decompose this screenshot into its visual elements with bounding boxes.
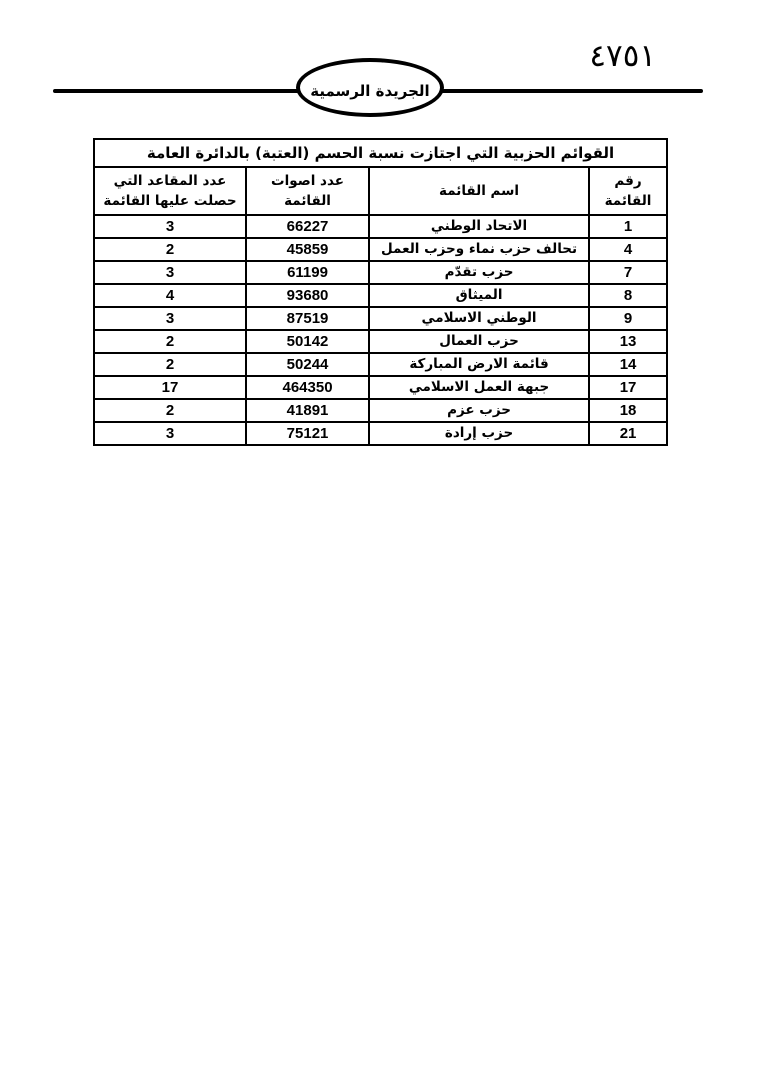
- table-row: [94, 284, 667, 307]
- table-row: [94, 330, 667, 353]
- votes-cell: 66227: [246, 215, 369, 238]
- seats-cell: 3: [94, 261, 246, 284]
- list-number-cell: 1: [589, 215, 667, 238]
- votes-cell: 45859: [246, 238, 369, 261]
- table-row: [94, 307, 667, 330]
- votes-cell: 41891: [246, 399, 369, 422]
- list-name-cell: الاتحاد الوطني: [369, 215, 589, 238]
- list-name-cell: قائمة الارض المباركة: [369, 353, 589, 376]
- column-header-list-number: رقم القائمة: [589, 167, 667, 215]
- table-row: [94, 261, 667, 284]
- votes-cell: 50244: [246, 353, 369, 376]
- list-name-cell: حزب تقدّم: [369, 261, 589, 284]
- table-row: [94, 215, 667, 238]
- list-number-cell: 9: [589, 307, 667, 330]
- column-header-seats: عدد المقاعد التي حصلت عليها القائمة: [94, 167, 246, 215]
- gazette-name: الجريدة الرسمية: [310, 81, 430, 100]
- table-row: [94, 353, 667, 376]
- seats-cell: 2: [94, 353, 246, 376]
- votes-cell: 61199: [246, 261, 369, 284]
- list-name-cell: الميثاق: [369, 284, 589, 307]
- column-header-votes: عدد اصوات القائمة: [246, 167, 369, 215]
- list-number-cell: 21: [589, 422, 667, 445]
- column-header-list-name: اسم القائمة: [369, 167, 589, 215]
- table-row: [94, 376, 667, 399]
- table-title-row: [94, 139, 667, 167]
- list-name-cell: جبهة العمل الاسلامي: [369, 376, 589, 399]
- seats-cell: 3: [94, 307, 246, 330]
- table-row: [94, 238, 667, 261]
- table-header-row: [94, 167, 667, 215]
- list-number-cell: 14: [589, 353, 667, 376]
- list-number-cell: 17: [589, 376, 667, 399]
- votes-cell: 464350: [246, 376, 369, 399]
- page-number: ٤٧٥١: [589, 38, 656, 74]
- seats-cell: 3: [94, 215, 246, 238]
- table-row: [94, 399, 667, 422]
- party-lists-results-table: [93, 138, 668, 446]
- list-name-cell: حزب إرادة: [369, 422, 589, 445]
- list-number-cell: 7: [589, 261, 667, 284]
- table-body: [94, 215, 667, 445]
- gazette-seal-oval: [296, 58, 444, 117]
- seats-cell: 4: [94, 284, 246, 307]
- list-number-cell: 18: [589, 399, 667, 422]
- seats-cell: 2: [94, 330, 246, 353]
- list-number-cell: 8: [589, 284, 667, 307]
- votes-cell: 87519: [246, 307, 369, 330]
- table-row: [94, 422, 667, 445]
- seats-cell: 2: [94, 238, 246, 261]
- seats-cell: 2: [94, 399, 246, 422]
- list-name-cell: حزب عزم: [369, 399, 589, 422]
- seats-cell: 17: [94, 376, 246, 399]
- votes-cell: 75121: [246, 422, 369, 445]
- list-name-cell: الوطني الاسلامي: [369, 307, 589, 330]
- votes-cell: 93680: [246, 284, 369, 307]
- list-number-cell: 13: [589, 330, 667, 353]
- votes-cell: 50142: [246, 330, 369, 353]
- list-name-cell: حزب العمال: [369, 330, 589, 353]
- table-title: القوائم الحزبية التي اجتازت نسبة الحسم (العتبة) بالدائرة العامة: [94, 139, 667, 167]
- list-number-cell: 4: [589, 238, 667, 261]
- list-name-cell: تحالف حزب نماء وحزب العمل: [369, 238, 589, 261]
- seats-cell: 3: [94, 422, 246, 445]
